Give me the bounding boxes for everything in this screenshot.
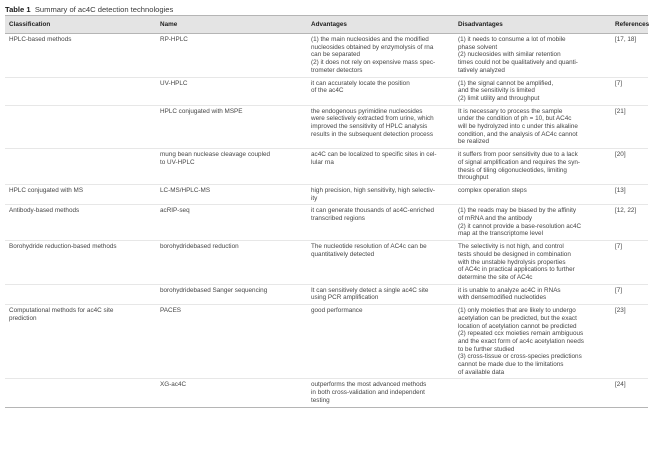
cell-advantages: high precision, high sensitivity, high selectiv- ity [307,184,454,204]
header-advantages: Advantages [307,16,454,34]
cell-disadvantages: (1) only moieties that are likely to undergo acetylation can be predicted, but the exact location of acetylation cannot be predicted (2) repeated ccx moieties remain ambiguous and the exact form of ac4c acetylation needs to be further studied (3) cross-tissue or cross-species predictions cannot be made due to the limitations of available data [454,305,611,379]
cell-references[interactable]: [17, 18] [611,34,648,78]
table-title: Summary of ac4C detection technologies [34,5,174,14]
table-row [5,34,648,78]
cell-advantages: The nucleotide resolution of AC4c can be quantitatively detected [307,241,454,285]
cell-references[interactable]: [7] [611,284,648,304]
cell-references[interactable]: [12, 22] [611,205,648,241]
cell-references[interactable]: [21] [611,105,648,149]
cell-name: borohydridebased reduction [156,241,307,285]
header-name: Name [156,16,307,34]
cell-advantages: It can sensitively detect a single ac4C site using PCR amplification [307,284,454,304]
cell-disadvantages: (1) the reads may be biased by the affinity of mRNA and the antibody (2) it cannot provide a base-resolution ac4C map at the transcriptome level [454,205,611,241]
cell-name: RP-HPLC [156,34,307,78]
table-row [5,379,648,407]
table-row [5,284,648,304]
cell-name: acRIP-seq [156,205,307,241]
table-row [5,184,648,204]
header-references: References [611,16,648,34]
cell-advantages: ac4C can be localized to specific sites in cel- lular rna [307,149,454,185]
cell-classification [5,77,156,105]
cell-disadvantages: The selectivity is not high, and control tests should be designed in combination with the unstable hydrolysis properties of AC4c in practical applications to further determine the site of AC4c [454,241,611,285]
table-row [5,241,648,285]
cell-classification: Borohydride reduction-based methods [5,241,156,285]
cell-name: mung bean nuclease cleavage coupled to UV-HPLC [156,149,307,185]
cell-references[interactable]: [7] [611,77,648,105]
cell-classification [5,379,156,407]
cell-references[interactable]: [7] [611,241,648,285]
table-row [5,149,648,185]
header-disadvantages: Disadvantages [454,16,611,34]
cell-advantages: outperforms the most advanced methods in both cross-validation and independent testing [307,379,454,407]
cell-disadvantages: (1) it needs to consume a lot of mobile phase solvent (2) nucleosides with similar retention times could not be qualitatively and quanti- tatively analyzed [454,34,611,78]
cell-classification: HPLC conjugated with MS [5,184,156,204]
summary-table [5,15,648,408]
cell-disadvantages: It is necessary to process the sample under the condition of ph = 10, but AC4c will be hydrolyzed into c under this alkaline condition, and the analysis of AC4c cannot be realized [454,105,611,149]
cell-name: LC-MS/HPLC-MS [156,184,307,204]
cell-advantages: it can accurately locate the position of the ac4C [307,77,454,105]
cell-classification [5,149,156,185]
cell-classification [5,105,156,149]
header-classification: Classification [5,16,156,34]
cell-advantages: good performance [307,305,454,379]
table-label: Table 1 [5,5,31,14]
cell-references[interactable]: [13] [611,184,648,204]
cell-classification: Antibody-based methods [5,205,156,241]
cell-references[interactable]: [23] [611,305,648,379]
header-row [5,16,648,34]
table-row [5,105,648,149]
cell-classification: Computational methods for ac4C site prediction [5,305,156,379]
cell-classification: HPLC-based methods [5,34,156,78]
table-row [5,205,648,241]
cell-name: XG-ac4C [156,379,307,407]
cell-disadvantages: complex operation steps [454,184,611,204]
cell-references[interactable]: [20] [611,149,648,185]
cell-disadvantages: (1) the signal cannot be amplified, and the sensitivity is limited (2) limit utility and throughput [454,77,611,105]
cell-disadvantages: it is unable to analyze ac4C in RNAs with densemodified nucleotides [454,284,611,304]
cell-classification [5,284,156,304]
cell-name: PACES [156,305,307,379]
cell-name: borohydridebased Sanger sequencing [156,284,307,304]
cell-disadvantages: it suffers from poor sensitivity due to a lack of signal amplification and requires the syn- thesis of tiling oligonucleotides, limiting throughput [454,149,611,185]
cell-advantages: the endogenous pyrimidine nucleosides were selectively extracted from urine, which improved the sensitivity of HPLC analysis results in the subsequent detection process [307,105,454,149]
cell-name: UV-HPLC [156,77,307,105]
table-row [5,77,648,105]
cell-advantages: it can generate thousands of ac4C-enriched transcribed regions [307,205,454,241]
cell-disadvantages [454,379,611,407]
cell-advantages: (1) the main nucleosides and the modified nucleosides obtained by enzymolysis of rna can be separated (2) it does not rely on expensive mass spec- trometer detectors [307,34,454,78]
table-row [5,305,648,379]
cell-references[interactable]: [24] [611,379,648,407]
cell-name: HPLC conjugated with MSPE [156,105,307,149]
